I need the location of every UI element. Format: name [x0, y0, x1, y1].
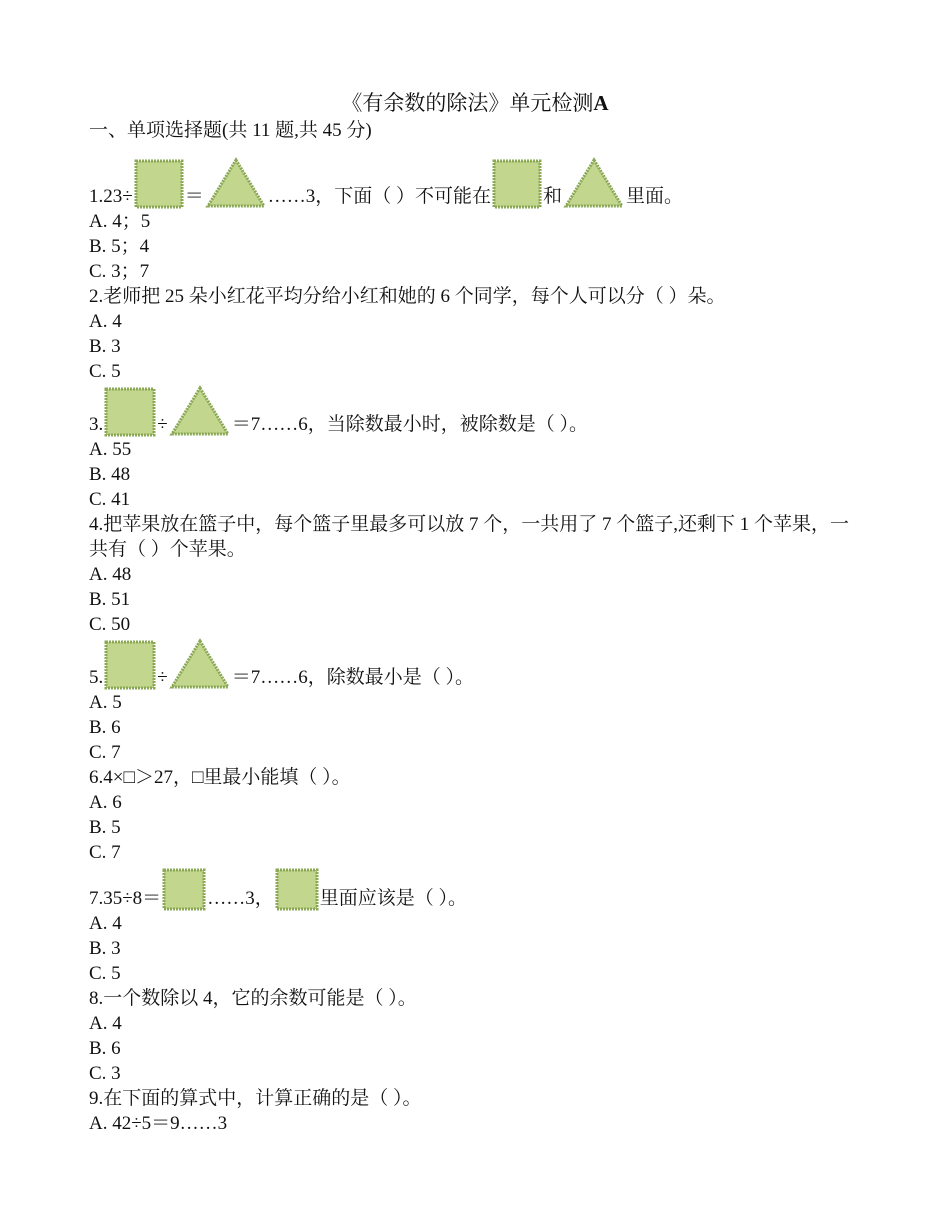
- q6-option-b[interactable]: B. 5: [89, 817, 121, 838]
- q1-equals: ＝: [184, 186, 204, 207]
- q7-suffix: 里面应该是（ ）。: [319, 888, 467, 909]
- q3-option-c[interactable]: C. 41: [89, 489, 131, 510]
- q4-option-c[interactable]: C. 50: [89, 614, 131, 635]
- q5-suffix: ＝7……6，除数最小是（ ）。: [231, 667, 474, 688]
- q7-option-a[interactable]: A. 4: [89, 913, 122, 934]
- question-4: 4.把苹果放在篮子中，每个篮子里最多可以放 7 个，一共用了 7 个篮子,还剩下 1 个苹果，一共有（ ）个苹果。: [89, 514, 850, 560]
- question-6: 6.4×□＞27，□里最小能填（ ）。: [89, 767, 351, 788]
- q1-option-c[interactable]: C. 3；7: [89, 261, 150, 282]
- q1-option-a[interactable]: A. 4；5: [89, 211, 151, 232]
- question-1: [89, 143, 859, 209]
- q5-option-b[interactable]: B. 6: [89, 717, 121, 738]
- q8-option-a[interactable]: A. 4: [89, 1013, 122, 1034]
- section-heading: 一、单项选择题(共 11 题,共 45 分): [89, 120, 372, 141]
- q3-divide: ÷: [157, 414, 168, 435]
- title-variant: A: [593, 91, 609, 115]
- question-3: [89, 384, 859, 437]
- q6-option-c[interactable]: C. 7: [89, 842, 121, 863]
- triangle-shape-icon: [205, 157, 267, 209]
- square-shape-icon: [104, 640, 156, 690]
- q7-mid: ……3，: [207, 888, 274, 909]
- q8-option-b[interactable]: B. 6: [89, 1038, 121, 1059]
- question-7: [89, 865, 859, 911]
- q4-option-a[interactable]: A. 48: [89, 564, 132, 585]
- question-list: [89, 118, 859, 1136]
- question-9: 9.在下面的算式中，计算正确的是（ ）。: [89, 1088, 422, 1109]
- q3-suffix: ＝7……6，当除数最小时，被除数是（ ）。: [231, 414, 588, 435]
- question-8: 8.一个数除以 4，它的余数可能是（ ）。: [89, 988, 417, 1009]
- square-shape-icon: [104, 387, 156, 437]
- q7-option-b[interactable]: B. 3: [89, 938, 121, 959]
- page-title: [0, 88, 950, 118]
- q4-option-b[interactable]: B. 51: [89, 589, 131, 610]
- q1-option-b[interactable]: B. 5；4: [89, 236, 150, 257]
- triangle-shape-icon: [563, 157, 625, 209]
- q7-prefix: 7.35÷8＝: [89, 888, 162, 909]
- triangle-shape-icon: [169, 638, 231, 690]
- q6-option-a[interactable]: A. 6: [89, 792, 122, 813]
- q1-prefix: 1.23÷: [89, 186, 133, 207]
- square-shape-icon: [492, 159, 542, 209]
- q3-option-b[interactable]: B. 48: [89, 464, 131, 485]
- q1-mid: ……3，下面（ ）不可能在: [267, 186, 491, 207]
- triangle-shape-icon: [169, 385, 231, 437]
- q1-suffix: 里面。: [625, 186, 683, 207]
- q7-option-c[interactable]: C. 5: [89, 963, 121, 984]
- square-shape-icon: [134, 159, 184, 209]
- square-shape-icon: [275, 868, 319, 911]
- question-2: 2.老师把 25 朵小红花平均分给小红和她的 6 个同学，每个人可以分（ ）朵。: [89, 286, 726, 307]
- q5-divide: ÷: [157, 667, 168, 688]
- q2-option-c[interactable]: C. 5: [89, 361, 121, 382]
- q5-prefix: 5.: [89, 667, 104, 688]
- square-shape-icon: [162, 868, 206, 911]
- q2-option-a[interactable]: A. 4: [89, 311, 122, 332]
- q5-option-a[interactable]: A. 5: [89, 692, 122, 713]
- q1-and: 和: [542, 186, 562, 207]
- q3-option-a[interactable]: A. 55: [89, 439, 132, 460]
- question-5: [89, 637, 859, 690]
- title-text: 《有余数的除法》单元检测: [341, 91, 594, 115]
- q8-option-c[interactable]: C. 3: [89, 1063, 121, 1084]
- q9-option-a[interactable]: A. 42÷5＝9……3: [89, 1113, 228, 1134]
- q3-prefix: 3.: [89, 414, 104, 435]
- q5-option-c[interactable]: C. 7: [89, 742, 121, 763]
- q2-option-b[interactable]: B. 3: [89, 336, 121, 357]
